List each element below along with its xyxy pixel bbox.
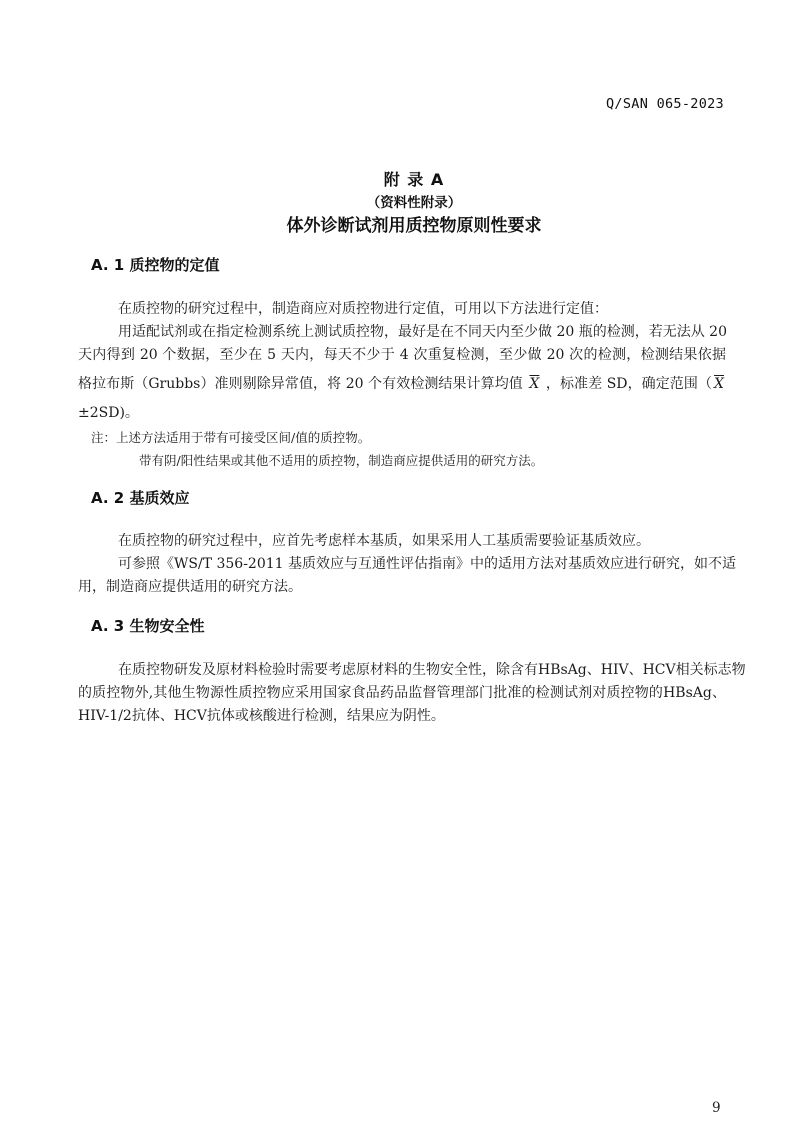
section-a2-paragraphs [78,530,737,599]
standard-number: Q/SAN 065-2023 [606,96,724,112]
paragraph-line: 在质控物研发及原材料检验时需要考虑原材料的生物安全性，除含有HBsAg、HIV、HCV相关标志物 [118,662,746,678]
note-line: 注：上述方法适用于带有可接受区间/值的质控物。 [91,430,371,445]
appendix-heading: 体外诊断试剂用质控物原则性要求 [286,216,542,236]
appendix-title: 附 录 A [383,170,445,189]
section-a1-paragraph-2 [78,321,726,425]
paragraph-line: 的质控物外,其他生物源性质控物应采用国家食品药品监督管理部门批准的检测试剂对质控物的HBsAg、 [78,685,726,701]
paragraph-line: 在质控物的研究过程中，应首先考虑样本基质，如果采用人工基质需要验证基质效应。 [118,533,650,549]
paragraph-line: ±2SD)。 [78,405,139,421]
section-a1-paragraph-1 [78,298,726,321]
section-a3-paragraph [78,659,746,728]
paragraph-line: 可参照《WS/T 356-2011 基质效应与互通性评估指南》中的适用方法对基质效应进行研究，如不适 [118,556,737,572]
paragraph-line: 在质控物的研究过程中，制造商应对质控物进行定值，可用以下方法进行定值： [118,301,608,317]
paragraph-line: 天内得到 20 个数据，至少在 5 天内，每天不少于 4 次重复检测，至少做 20 次的检测，检测结果依据 [78,347,726,363]
line-segment: ，标准差 SD，确定范围（ [541,376,713,392]
section-a2-heading: A. 2 基质效应 [91,489,190,507]
paragraph-line: HIV-1/2抗体、HCV抗体或核酸进行检测，结果应为阴性。 [78,708,445,724]
section-a3-heading: A. 3 生物安全性 [91,617,205,635]
paragraph-line: 用适配试剂或在指定检测系统上测试质控物，最好是在不同天内至少做 20 瓶的检测，若无法从 20 [118,324,727,340]
mean-symbol: $\overline{X}$ [529,376,540,392]
appendix-title-block [14,168,800,239]
note-block [91,427,711,472]
note-line: 带有阴/阳性结果或其他不适用的质控物，制造商应提供适用的研究方法。 [139,452,544,468]
page-number: 9 [712,1100,721,1116]
paragraph-line: 用，制造商应提供适用的研究方法。 [78,579,302,595]
section-a1-heading: A. 1 质控物的定值 [91,256,220,274]
line-segment: 格拉布斯（Grubbs）准则剔除异常值，将 20 个有效检测结果计算均值 [78,376,528,392]
appendix-subtitle: （资料性附录） [366,195,462,211]
mean-symbol: $\overline{X}$ [714,376,725,392]
paragraph-line [78,367,726,396]
